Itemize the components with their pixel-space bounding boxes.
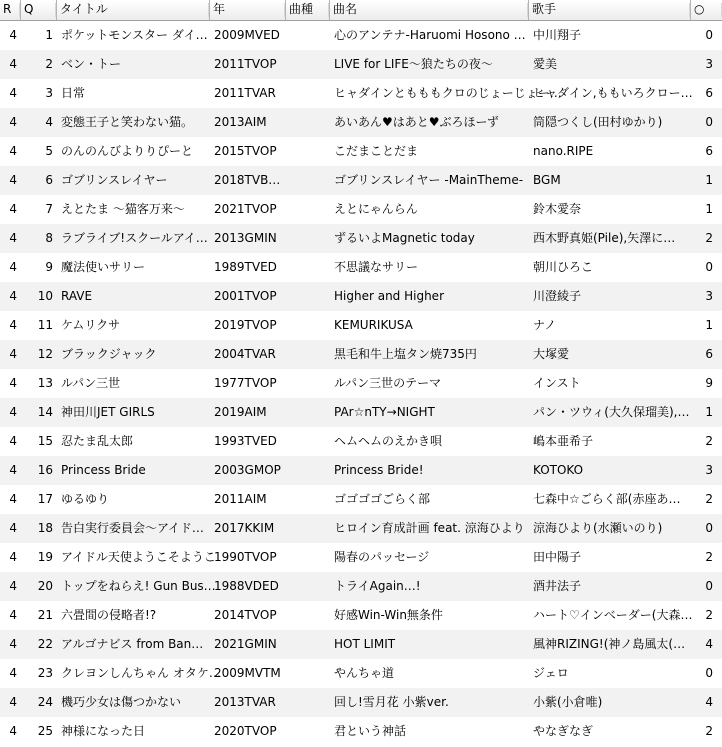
cell-song-type — [286, 21, 330, 50]
cell-correct: 3 — [705, 463, 713, 477]
cell-correct: 2 — [705, 550, 713, 564]
column-header-q[interactable]: Q — [21, 0, 57, 20]
table-row[interactable] — [0, 514, 722, 543]
cell-title: ポケットモンスター ダイ… — [61, 28, 208, 42]
cell-song-type — [286, 456, 330, 485]
cell-singer: 川澄綾子 — [533, 289, 582, 303]
cell-q: 11 — [37, 318, 53, 332]
cell-singer: 鈴木愛奈 — [533, 202, 582, 216]
cell-r: 4 — [9, 318, 17, 332]
cell-song-type — [286, 369, 330, 398]
cell-song-name: ゴゴゴゴごらく部 — [334, 492, 431, 506]
cell-song-name: 心のアンテナ-Haruomi Hosono … — [334, 28, 526, 42]
cell-song-name: 君という神話 — [334, 724, 407, 738]
cell-q: 15 — [37, 434, 53, 448]
cell-title: 変態王子と笑わない猫。 — [61, 115, 194, 129]
table-row[interactable] — [0, 630, 722, 659]
cell-song-type — [286, 311, 330, 340]
cell-q: 2 — [45, 57, 53, 71]
cell-singer: 小紫(小倉唯) — [533, 695, 603, 709]
cell-r: 4 — [9, 376, 17, 390]
column-header-row — [0, 0, 722, 21]
cell-r: 4 — [9, 115, 17, 129]
cell-song-type — [286, 340, 330, 369]
table-row[interactable] — [0, 456, 722, 485]
cell-song-name: トライAgain…! — [334, 579, 421, 593]
cell-song-name: PAr☆nTY→NIGHT — [334, 405, 435, 419]
cell-singer: BGM — [533, 173, 561, 187]
cell-title: ベン・トー — [61, 57, 122, 71]
cell-song-name: あいあん♥はあと♥ぶろほーず — [334, 115, 499, 129]
cell-song-name: 黒毛和牛上塩タン焼735円 — [334, 347, 477, 361]
cell-song-name: ヒャダインともももクロのじょーじょー… — [334, 86, 562, 100]
table-row[interactable] — [0, 427, 722, 456]
cell-r: 4 — [9, 260, 17, 274]
cell-q: 5 — [45, 144, 53, 158]
cell-title: RAVE — [61, 289, 93, 303]
cell-correct: 0 — [705, 28, 713, 42]
cell-song-type — [286, 717, 330, 746]
cell-q: 3 — [45, 86, 53, 100]
cell-correct: 2 — [705, 492, 713, 506]
cell-song-type — [286, 601, 330, 630]
cell-correct: 6 — [705, 144, 713, 158]
table-row[interactable] — [0, 311, 722, 340]
cell-correct: 2 — [705, 231, 713, 245]
cell-correct: 6 — [705, 347, 713, 361]
cell-r: 4 — [9, 289, 17, 303]
cell-song-name: LIVE for LIFE〜狼たちの夜〜 — [334, 57, 493, 71]
cell-song-type — [286, 543, 330, 572]
cell-song-type — [286, 195, 330, 224]
cell-song-name: 好感Win-Win無条件 — [334, 608, 443, 622]
cell-q: 7 — [45, 202, 53, 216]
cell-song-type — [286, 166, 330, 195]
cell-song-name: HOT LIMIT — [334, 637, 396, 651]
cell-song-name: えとにゃんらん — [334, 202, 418, 216]
table-row[interactable] — [0, 717, 722, 746]
cell-year: 2013TVAR — [214, 695, 276, 709]
cell-singer: パン・ツウィ(大久保瑠美),… — [533, 405, 690, 419]
cell-singer: 中川翔子 — [533, 28, 582, 42]
cell-r: 4 — [9, 579, 17, 593]
cell-correct: 2 — [705, 434, 713, 448]
cell-singer: 風神RIZING!(神ノ島風太(… — [533, 637, 686, 651]
cell-song-type — [286, 108, 330, 137]
cell-singer: インスト — [533, 376, 581, 390]
table-row[interactable] — [0, 601, 722, 630]
cell-correct: 2 — [705, 608, 713, 622]
cell-r: 4 — [9, 86, 17, 100]
cell-year: 1990TVOP — [214, 550, 277, 564]
table-row[interactable] — [0, 659, 722, 688]
table-row[interactable] — [0, 79, 722, 108]
cell-song-type — [286, 572, 330, 601]
cell-year: 2020TVOP — [214, 724, 277, 738]
cell-year: 2013GMIN — [214, 231, 277, 245]
cell-correct: 6 — [705, 86, 713, 100]
cell-q: 4 — [45, 115, 53, 129]
cell-singer: 筒隠つくし(田村ゆかり) — [533, 115, 663, 129]
cell-q: 19 — [37, 550, 53, 564]
cell-q: 22 — [37, 637, 53, 651]
cell-song-type — [286, 253, 330, 282]
cell-year: 2019TVOP — [214, 318, 277, 332]
cell-singer: やなぎなぎ — [533, 724, 594, 738]
table-row[interactable] — [0, 166, 722, 195]
cell-correct: 4 — [705, 695, 713, 709]
cell-correct: 9 — [705, 376, 713, 390]
cell-year: 2021GMIN — [214, 637, 277, 651]
cell-year: 2011TVOP — [214, 57, 277, 71]
cell-song-name: Higher and Higher — [334, 289, 444, 303]
cell-year: 1988VDED — [214, 579, 279, 593]
cell-song-name: やんちゃ道 — [334, 666, 395, 680]
table-row[interactable] — [0, 282, 722, 311]
table-row[interactable] — [0, 340, 722, 369]
cell-correct: 3 — [705, 289, 713, 303]
cell-song-type — [286, 282, 330, 311]
cell-q: 16 — [37, 463, 53, 477]
cell-correct: 3 — [705, 57, 713, 71]
table-row[interactable] — [0, 253, 722, 282]
cell-title: ラブライブ!スクールアイ… — [61, 231, 208, 245]
cell-q: 17 — [37, 492, 53, 506]
table-row[interactable] — [0, 572, 722, 601]
cell-song-name: 陽春のパッセージ — [334, 550, 430, 564]
cell-song-type — [286, 50, 330, 79]
cell-r: 4 — [9, 202, 17, 216]
cell-song-name: 不思議なサリー — [334, 260, 419, 274]
cell-title: 告白実行委員会〜アイド… — [61, 521, 204, 535]
cell-correct: 1 — [705, 202, 713, 216]
cell-song-type — [286, 427, 330, 456]
cell-r: 4 — [9, 28, 17, 42]
cell-correct: 2 — [705, 724, 713, 738]
cell-title: 日常 — [61, 86, 86, 100]
cell-singer: 愛美 — [533, 57, 558, 71]
cell-title: 忍たま乱太郎 — [61, 434, 134, 448]
cell-singer: KOTOKO — [533, 463, 584, 477]
column-header-song-type[interactable]: 曲種 — [286, 0, 330, 20]
column-header-year[interactable]: 年 — [210, 0, 286, 20]
cell-singer: 涼海ひより(水瀬いのり) — [533, 521, 663, 535]
cell-correct: 0 — [705, 579, 713, 593]
cell-r: 4 — [9, 492, 17, 506]
cell-singer: nano.RIPE — [533, 144, 594, 158]
cell-correct: 1 — [705, 173, 713, 187]
cell-q: 20 — [37, 579, 53, 593]
cell-r: 4 — [9, 173, 17, 187]
cell-song-name: 回し!雪月花 小紫ver. — [334, 695, 449, 709]
cell-year: 2004TVAR — [214, 347, 276, 361]
cell-singer: 酒井法子 — [533, 579, 582, 593]
cell-correct: 1 — [705, 318, 713, 332]
cell-year: 1977TVOP — [214, 376, 277, 390]
cell-song-type — [286, 224, 330, 253]
cell-title: クレヨンしんちゃん オタケ… — [61, 666, 221, 680]
cell-correct: 0 — [705, 115, 713, 129]
cell-singer: 西木野真姫(Pile),矢澤に… — [533, 231, 676, 245]
cell-correct: 0 — [705, 521, 713, 535]
cell-song-name: ヒロイン育成計画 feat. 涼海ひより — [334, 521, 525, 535]
cell-r: 4 — [9, 347, 17, 361]
column-header-r[interactable]: R — [0, 0, 21, 20]
cell-year: 2019AIM — [214, 405, 267, 419]
cell-year: 2014TVOP — [214, 608, 277, 622]
cell-r: 4 — [9, 57, 17, 71]
cell-title: のんのんびよりりぴーと — [61, 144, 194, 158]
cell-title: ゴブリンスレイヤー — [61, 173, 168, 187]
cell-q: 25 — [37, 724, 53, 738]
cell-year: 2001TVOP — [214, 289, 277, 303]
cell-r: 4 — [9, 724, 17, 738]
cell-q: 14 — [37, 405, 53, 419]
cell-r: 4 — [9, 521, 17, 535]
cell-year: 2009MVED — [214, 28, 280, 42]
cell-year: 2018TVB… — [214, 173, 281, 187]
cell-song-name: ずるいよMagnetic today — [334, 231, 475, 245]
table-row[interactable] — [0, 195, 722, 224]
cell-song-type — [286, 688, 330, 717]
cell-song-type — [286, 79, 330, 108]
cell-title: アルゴナビス from Ban… — [61, 637, 204, 651]
cell-song-name: ヘムヘムのえかき唄 — [334, 434, 443, 448]
cell-song-type — [286, 398, 330, 427]
cell-title: アイドル天使ようこそようこ — [61, 550, 216, 564]
cell-r: 4 — [9, 637, 17, 651]
column-header-title[interactable]: タイトル — [57, 0, 210, 20]
cell-r: 4 — [9, 231, 17, 245]
cell-year: 2013AIM — [214, 115, 267, 129]
cell-year: 1989TVED — [214, 260, 277, 274]
cell-q: 8 — [45, 231, 53, 245]
table-row[interactable] — [0, 108, 722, 137]
cell-title: 神田川JET GIRLS — [61, 405, 155, 419]
column-header-song-name[interactable]: 曲名 — [330, 0, 529, 20]
cell-year: 2017KKIM — [214, 521, 275, 535]
cell-song-type — [286, 137, 330, 166]
cell-q: 1 — [45, 28, 53, 42]
cell-q: 6 — [45, 173, 53, 187]
cell-title: Princess Bride — [61, 463, 146, 477]
cell-singer: ヒャダイン,ももいろクロー… — [533, 86, 693, 100]
cell-year: 2003GMOP — [214, 463, 281, 477]
cell-year: 2011TVAR — [214, 86, 276, 100]
cell-year: 2021TVOP — [214, 202, 277, 216]
table-row[interactable] — [0, 543, 722, 572]
cell-q: 9 — [45, 260, 53, 274]
cell-q: 10 — [37, 289, 53, 303]
cell-title: ブラックジャック — [61, 347, 157, 361]
cell-year: 2011AIM — [214, 492, 267, 506]
cell-singer: ジェロ — [533, 666, 569, 680]
cell-title: ルパン三世 — [61, 376, 121, 390]
table-row[interactable] — [0, 21, 722, 50]
column-header-singer[interactable]: 歌手 — [529, 0, 691, 20]
cell-correct: 0 — [705, 666, 713, 680]
table-row[interactable] — [0, 369, 722, 398]
cell-singer: 七森中☆ごらく部(赤座あ… — [533, 492, 681, 506]
cell-r: 4 — [9, 463, 17, 477]
cell-year: 1993TVED — [214, 434, 277, 448]
cell-year: 2015TVOP — [214, 144, 277, 158]
cell-q: 21 — [37, 608, 53, 622]
cell-r: 4 — [9, 144, 17, 158]
cell-song-type — [286, 514, 330, 543]
cell-title: 魔法使いサリー — [61, 260, 146, 274]
cell-year: 2009MVTM — [214, 666, 281, 680]
cell-r: 4 — [9, 434, 17, 448]
cell-r: 4 — [9, 550, 17, 564]
table-row[interactable] — [0, 688, 722, 717]
cell-q: 13 — [37, 376, 53, 390]
cell-title: ゆるゆり — [61, 492, 110, 506]
cell-title: 六畳間の侵略者!? — [61, 608, 157, 622]
cell-title: えとたま 〜猫客万来〜 — [61, 202, 185, 216]
cell-song-type — [286, 485, 330, 514]
cell-q: 24 — [37, 695, 53, 709]
table-row[interactable] — [0, 137, 722, 166]
table-row[interactable] — [0, 485, 722, 514]
cell-song-name: こだまことだま — [334, 144, 419, 158]
cell-r: 4 — [9, 608, 17, 622]
cell-title: トップをねらえ! Gun Bus… — [61, 579, 216, 593]
cell-correct: 4 — [705, 637, 713, 651]
column-header-correct[interactable]: ○ — [691, 0, 722, 20]
table-row[interactable] — [0, 398, 722, 427]
cell-song-type — [286, 630, 330, 659]
cell-r: 4 — [9, 695, 17, 709]
table-row[interactable] — [0, 224, 722, 253]
table-row[interactable] — [0, 50, 722, 79]
cell-song-type — [286, 659, 330, 688]
cell-song-name: ゴブリンスレイヤー -MainTheme- — [334, 173, 524, 187]
cell-song-name: ルパン三世のテーマ — [334, 376, 442, 390]
cell-r: 4 — [9, 666, 17, 680]
cell-q: 23 — [37, 666, 53, 680]
cell-singer: ハート♡インベーダー(大森… — [533, 608, 693, 622]
cell-title: 神様になった日 — [61, 724, 146, 738]
cell-title: 機巧少女は傷つかない — [61, 695, 182, 709]
cell-singer: ナノ — [533, 318, 557, 332]
cell-q: 18 — [37, 521, 53, 535]
cell-correct: 0 — [705, 260, 713, 274]
cell-title: ケムリクサ — [61, 318, 121, 332]
cell-r: 4 — [9, 405, 17, 419]
cell-singer: 嶋本亜希子 — [533, 434, 594, 448]
cell-singer: 朝川ひろこ — [533, 260, 594, 274]
cell-correct: 1 — [705, 405, 713, 419]
cell-singer: 大塚愛 — [533, 347, 570, 361]
cell-song-name: KEMURIKUSA — [334, 318, 413, 332]
cell-song-name: Princess Bride! — [334, 463, 424, 477]
cell-q: 12 — [37, 347, 53, 361]
cell-singer: 田中陽子 — [533, 550, 582, 564]
